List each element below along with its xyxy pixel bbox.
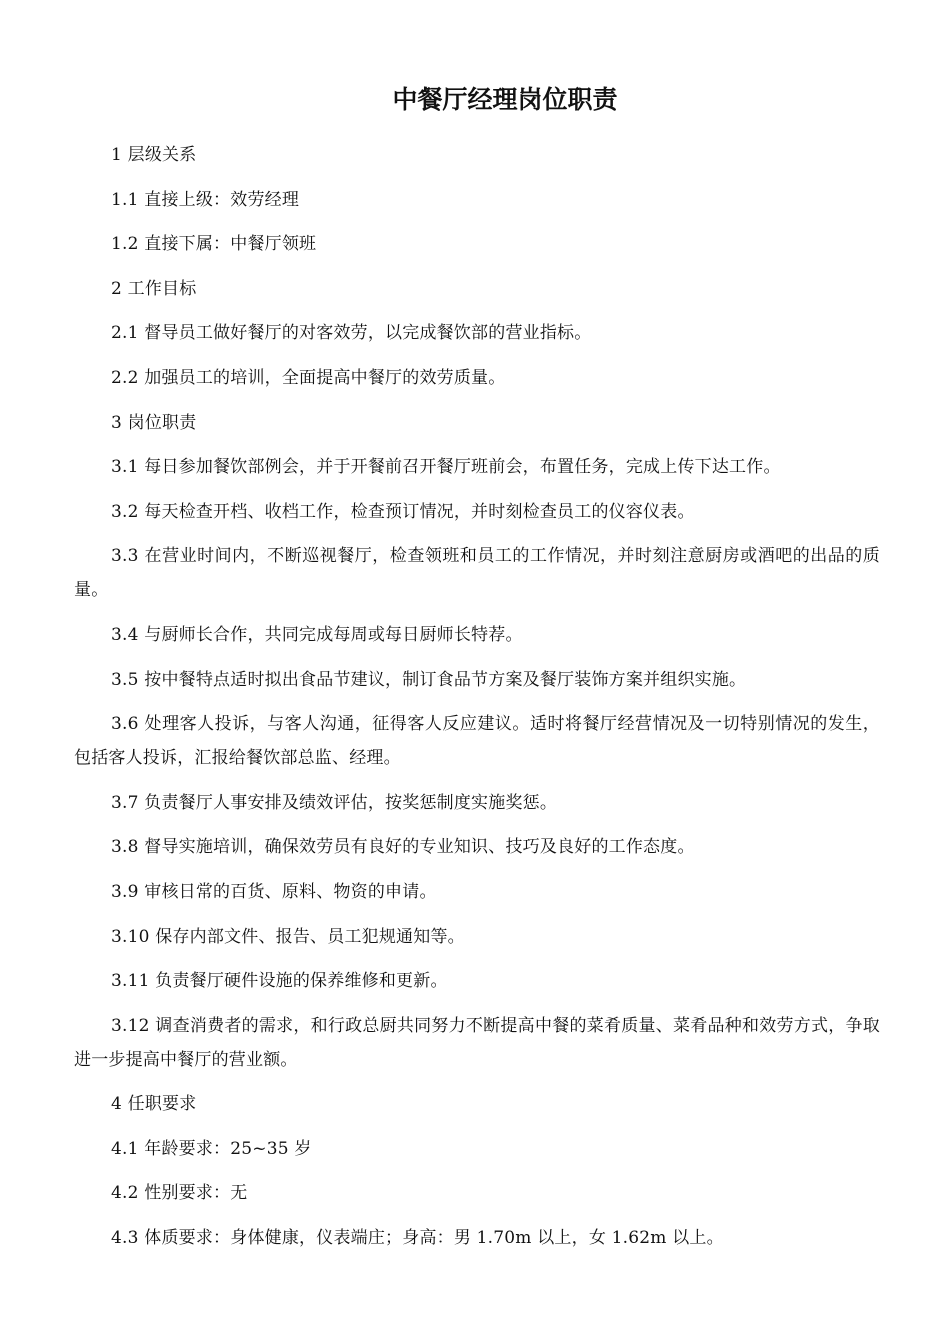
paragraph-3-1: 3.1 每日参加餐饮部例会，并于开餐前召开餐厅班前会，布置任务，完成上传下达工作。 xyxy=(111,457,781,478)
document-title: 中餐厅经理岗位职责 xyxy=(392,85,618,114)
paragraph-1-1: 1.1 直接上级：效劳经理 xyxy=(111,189,300,210)
paragraph-3-12: 3.12 调查消费者的需求，和行政总厨共同努力不断提高中餐的菜肴质量、菜肴品种和效劳方式，争取进一步提高中餐厅的营业额。 xyxy=(74,1015,880,1070)
paragraph-3-2: 3.2 每天检查开档、收档工作，检查预订情况，并时刻检查员工的仪容仪表。 xyxy=(111,501,695,522)
paragraph-1-2: 1.2 直接下属：中餐厅领班 xyxy=(111,234,317,255)
paragraph-4-3: 4.3 体质要求：身体健康，仪表端庄；身高：男 1.70m 以上，女 1.62m 以上。 xyxy=(111,1228,724,1249)
paragraph-3: 3 岗位职责 xyxy=(111,412,197,433)
paragraph-3-6: 3.6 处理客人投诉，与客人沟通，征得客人反应建议。适时将餐厅经营情况及一切特别情况的发生，包括客人投诉，汇报给餐饮部总监、经理。 xyxy=(74,714,880,769)
document-body xyxy=(74,138,880,1266)
paragraph-1: 1 层级关系 xyxy=(111,145,197,165)
paragraph-3-4: 3.4 与厨师长合作，共同完成每周或每日厨师长特荐。 xyxy=(111,624,523,645)
paragraph-3-9: 3.9 审核日常的百货、原料、物资的申请。 xyxy=(111,881,437,902)
paragraph-4: 4 任职要求 xyxy=(111,1094,197,1115)
paragraph-2-1: 2.1 督导员工做好餐厅的对客效劳，以完成餐饮部的营业指标。 xyxy=(111,323,592,344)
paragraph-2: 2 工作目标 xyxy=(111,278,197,299)
paragraph-2-2: 2.2 加强员工的培训，全面提高中餐厅的效劳质量。 xyxy=(111,367,506,388)
paragraph-4-1: 4.1 年龄要求：25~35 岁 xyxy=(111,1138,312,1159)
paragraph-4-2: 4.2 性别要求：无 xyxy=(111,1183,248,1204)
paragraph-3-3: 3.3 在营业时间内，不断巡视餐厅，检查领班和员工的工作情况，并时刻注意厨房或酒吧的出品的质量。 xyxy=(74,546,880,601)
paragraph-3-8: 3.8 督导实施培训，确保效劳员有良好的专业知识、技巧及良好的工作态度。 xyxy=(111,837,695,858)
paragraph-3-7: 3.7 负责餐厅人事安排及绩效评估，按奖惩制度实施奖惩。 xyxy=(111,792,558,813)
paragraph-3-11: 3.11 负责餐厅硬件设施的保养维修和更新。 xyxy=(111,971,448,992)
paragraph-3-10: 3.10 保存内部文件、报告、员工犯规通知等。 xyxy=(111,926,465,947)
paragraph-3-5: 3.5 按中餐特点适时拟出食品节建议，制订食品节方案及餐厅装饰方案并组织实施。 xyxy=(111,669,747,690)
